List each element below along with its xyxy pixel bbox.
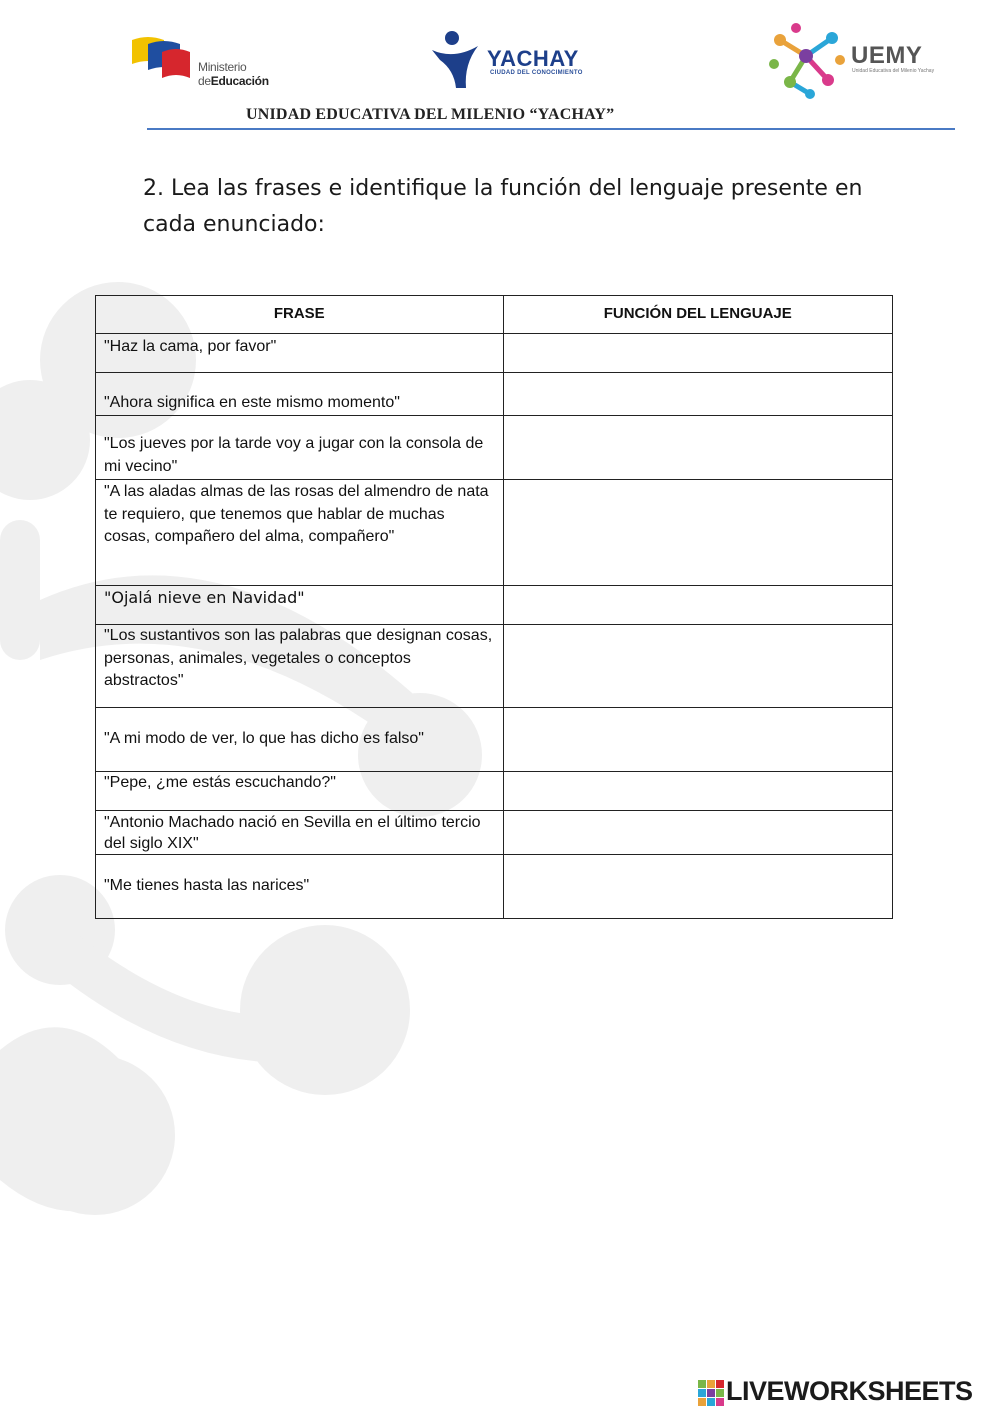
uemy-wordmark: UEMY <box>851 42 923 69</box>
school-name: UNIDAD EDUCATIVA DEL MILENIO “YACHAY” <box>246 106 615 123</box>
uemy-subtitle: Unidad Educativa del Milenio Yachay <box>852 68 935 74</box>
answer-cell[interactable] <box>503 334 893 373</box>
liveworksheets-logo-icon <box>698 1380 724 1406</box>
worksheet-table <box>95 295 893 919</box>
yachay-logo <box>430 30 590 92</box>
uemy-molecule-icon <box>766 18 850 102</box>
column-header-frase: FRASE <box>96 296 504 334</box>
answer-cell[interactable] <box>503 416 893 480</box>
yachay-wordmark: YACHAY <box>487 46 579 71</box>
table-row <box>96 480 893 586</box>
ministerio-text: Ministerio deEducación <box>198 60 269 88</box>
liveworksheets-wordmark: LIVEWORKSHEETS <box>726 1376 973 1406</box>
answer-cell[interactable] <box>503 811 893 855</box>
yachay-subtitle: CIUDAD DEL CONOCIMIENTO <box>490 70 583 76</box>
frase-cell: "Los sustantivos son las palabras que designan cosas, personas, animales, vegetales o conceptos abstractos" <box>96 625 504 708</box>
table-row <box>96 373 893 416</box>
table-row <box>96 416 893 480</box>
frase-cell: "Ahora significa en este mismo momento" <box>96 373 504 416</box>
frase-cell: "Antonio Machado nació en Sevilla en el último tercio del siglo XIX" <box>96 811 504 855</box>
table-row <box>96 708 893 772</box>
table-row <box>96 855 893 919</box>
header-divider <box>147 128 955 130</box>
answer-cell[interactable] <box>503 708 893 772</box>
answer-cell[interactable] <box>503 586 893 625</box>
table-row <box>96 625 893 708</box>
instruction-text: 2. Lea las frases e identifique la función del lenguaje presente en cada enunciado: <box>143 176 863 237</box>
table-header-row <box>96 296 893 334</box>
column-header-funcion: FUNCIÓN DEL LENGUAJE <box>503 296 893 334</box>
answer-cell[interactable] <box>503 855 893 919</box>
frase-cell: "Ojalá nieve en Navidad" <box>96 586 504 625</box>
document-header <box>0 0 1000 135</box>
answer-cell[interactable] <box>503 480 893 586</box>
ecuador-flag-icon <box>130 34 196 86</box>
answer-cell[interactable] <box>503 772 893 811</box>
frase-cell: "Haz la cama, por favor" <box>96 334 504 373</box>
answer-cell[interactable] <box>503 625 893 708</box>
table-row <box>96 772 893 811</box>
frase-cell: "Los jueves por la tarde voy a jugar con la consola de mi vecino" <box>96 416 504 480</box>
table-row <box>96 811 893 855</box>
ministerio-educacion-logo <box>130 34 290 94</box>
frase-cell: "Me tienes hasta las narices" <box>96 855 504 919</box>
frase-cell: "Pepe, ¿me estás escuchando?" <box>96 772 504 811</box>
table-row <box>96 334 893 373</box>
frase-cell: "A las aladas almas de las rosas del almendro de nata te requiero, que tenemos que hablar de muchas cosas, compañero del alma, compañero" <box>96 480 504 586</box>
answer-cell[interactable] <box>503 373 893 416</box>
frase-cell: "A mi modo de ver, lo que has dicho es falso" <box>96 708 504 772</box>
table-row <box>96 586 893 625</box>
uemy-logo <box>766 18 946 102</box>
yachay-figure-icon <box>430 30 486 92</box>
